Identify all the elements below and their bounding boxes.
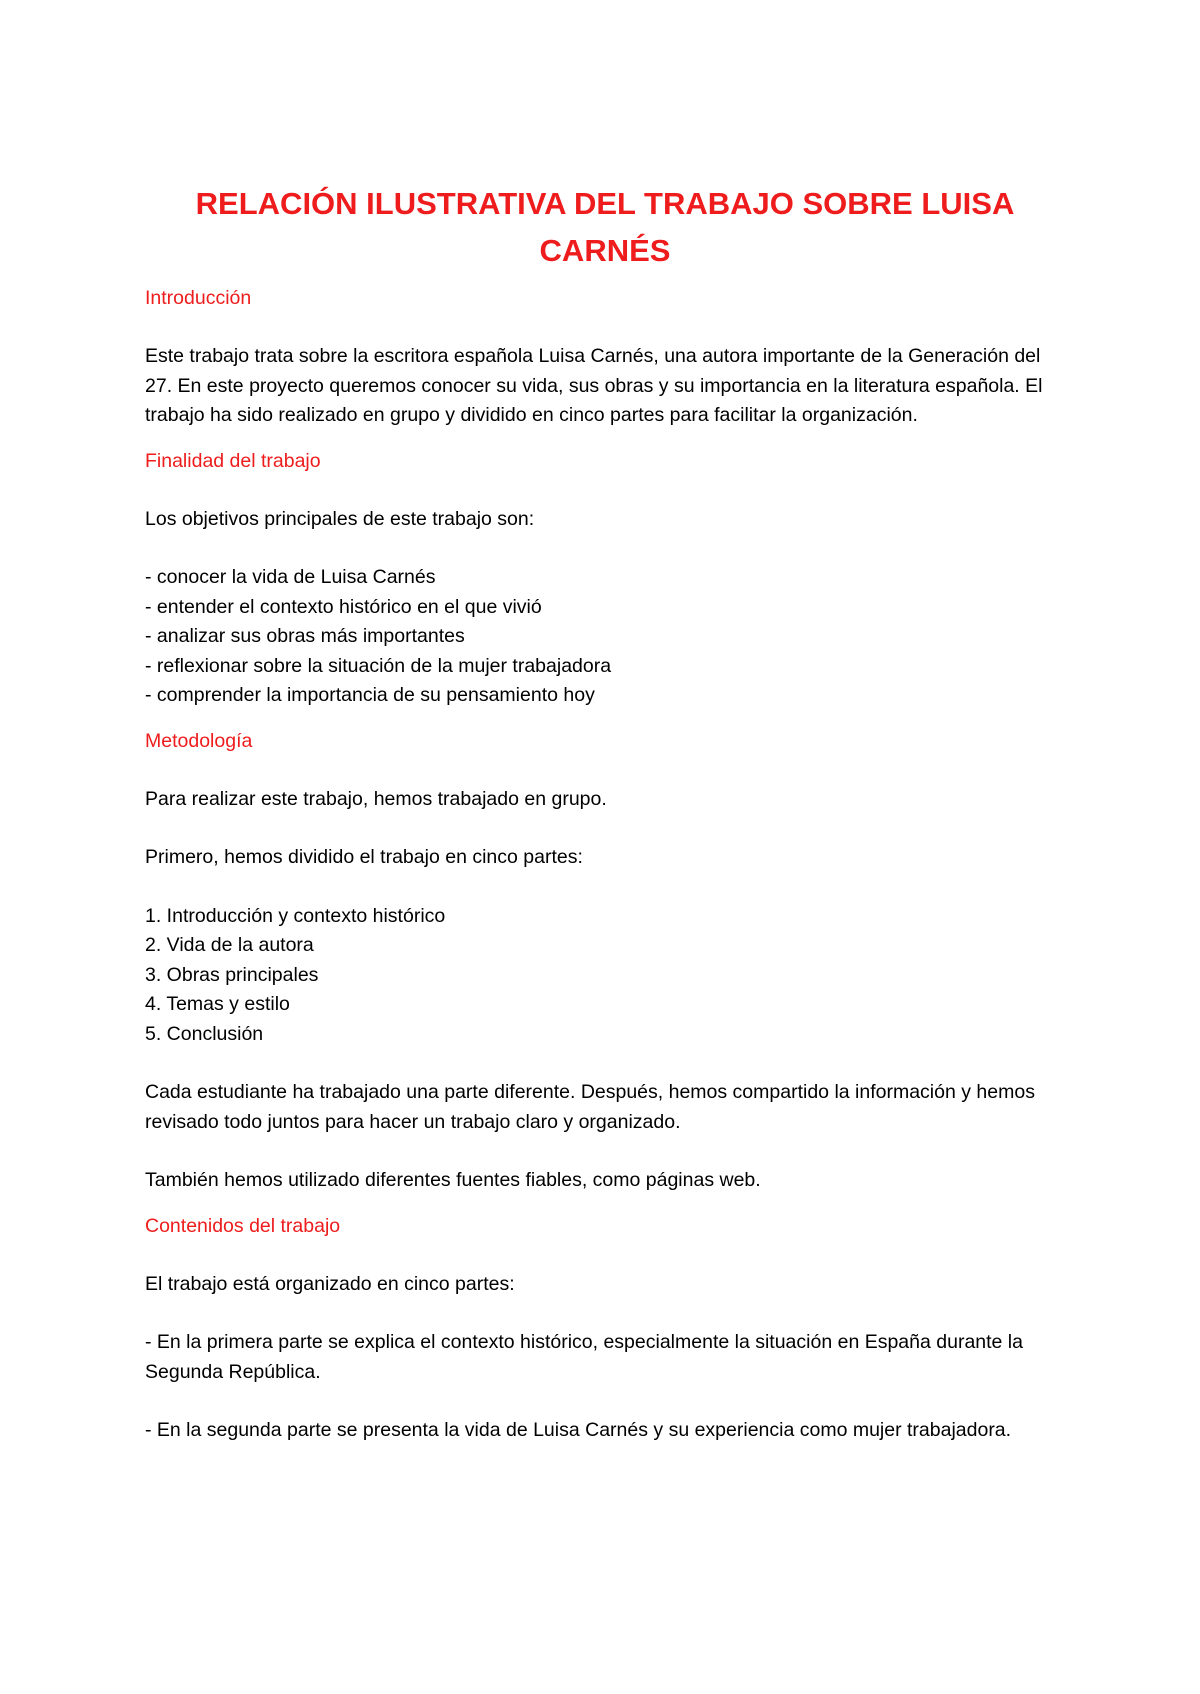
section-heading-contenidos: Contenidos del trabajo <box>145 1214 341 1237</box>
metodologia-paragraph-1: Para realizar este trabajo, hemos trabajado en grupo. <box>145 787 607 810</box>
section-heading-finalidad: Finalidad del trabajo <box>145 449 321 472</box>
list-item: 5. Conclusión <box>145 1022 264 1045</box>
list-item: - reflexionar sobre la situación de la mujer trabajadora <box>145 654 612 677</box>
contenidos-intro: El trabajo está organizado en cinco partes: <box>145 1272 515 1295</box>
introduccion-paragraph: Este trabajo trata sobre la escritora española Luisa Carnés, una autora importante de la Generación del 27. En este proyecto queremos conocer su vida, sus obras y su importancia en la literatura española. El trabajo ha sido realizado en grupo y dividido en cinco partes para facilitar la organización. <box>145 345 1043 426</box>
document-body <box>145 180 1065 1446</box>
list-item: 3. Obras principales <box>145 963 319 986</box>
parts-list <box>145 902 1065 1050</box>
objectives-list <box>145 563 1065 711</box>
document-title: RELACIÓN ILUSTRATIVA DEL TRABAJO SOBRE LUISA CARNÉS <box>195 186 1015 268</box>
finalidad-intro: Los objetivos principales de este trabajo son: <box>145 507 535 530</box>
list-item: 4. Temas y estilo <box>145 993 290 1015</box>
list-item: - conocer la vida de Luisa Carnés <box>145 566 436 588</box>
list-item: 2. Vida de la autora <box>145 934 314 956</box>
contenidos-paragraph-1: - En la primera parte se explica el contexto histórico, especialmente la situación en España durante la Segunda República. <box>145 1331 1023 1383</box>
list-item: - analizar sus obras más importantes <box>145 625 465 647</box>
list-item: - entender el contexto histórico en el que vivió <box>145 595 542 618</box>
metodologia-paragraph-4: También hemos utilizado diferentes fuentes fiables, como páginas web. <box>145 1169 761 1191</box>
metodologia-paragraph-2: Primero, hemos dividido el trabajo en cinco partes: <box>145 846 583 868</box>
list-item: - comprender la importancia de su pensamiento hoy <box>145 684 595 706</box>
contenidos-paragraph-2: - En la segunda parte se presenta la vida de Luisa Carnés y su experiencia como mujer trabajadora. <box>145 1419 1012 1441</box>
metodologia-paragraph-3: Cada estudiante ha trabajado una parte diferente. Después, hemos compartido la información y hemos revisado todo juntos para hacer un trabajo claro y organizado. <box>145 1081 1035 1133</box>
section-heading-metodologia: Metodología <box>145 729 253 752</box>
section-heading-introduccion: Introducción <box>145 287 252 309</box>
list-item: 1. Introducción y contexto histórico <box>145 904 446 927</box>
